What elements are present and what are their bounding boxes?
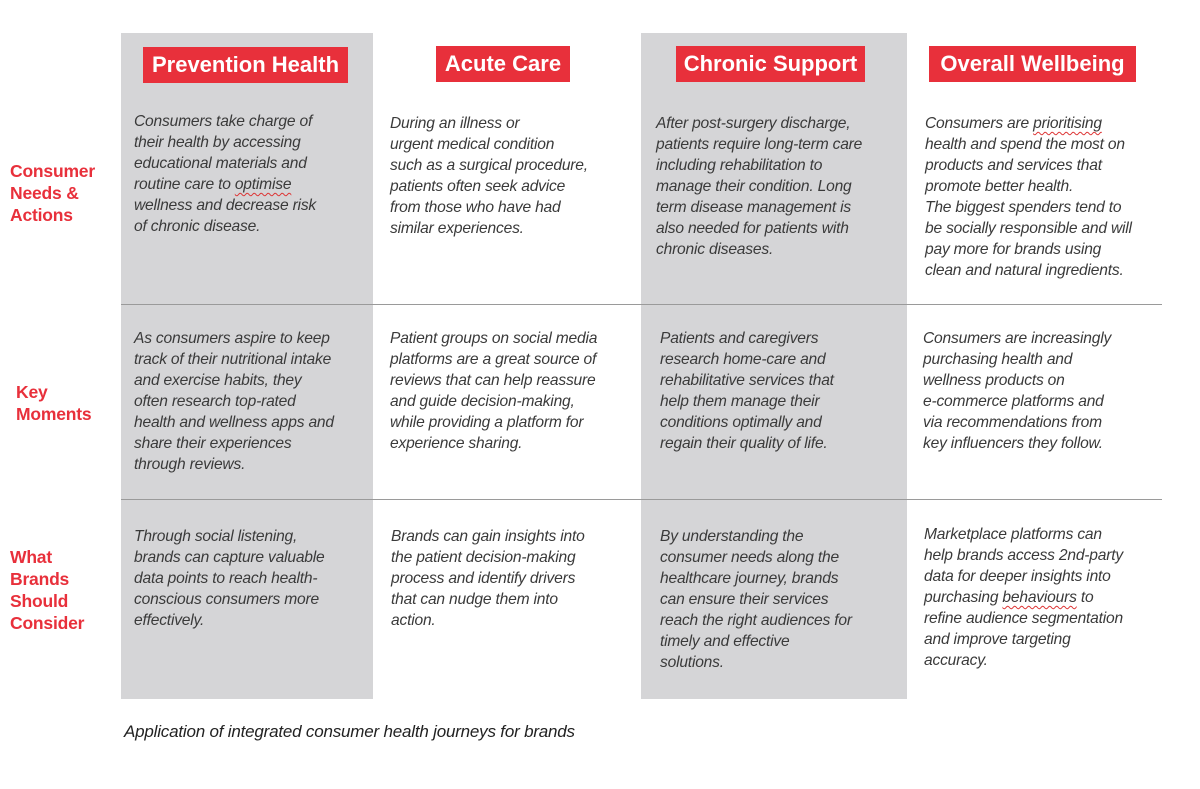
spellcheck-word: prioritising [1033,115,1102,132]
row-label-key-moments: Key Moments [16,382,92,424]
cell-acute-brands: Brands can gain insights into the patient decision-making process and identify drivers that can nudge them into action. [391,528,585,629]
cell-wellbeing-moments: Consumers are increasingly purchasing health and wellness products on e-commerce platforms and via recommendations from key influencers they follow. [923,330,1112,452]
row-label-what-brands-should-consider: What Brands Should Consider [10,547,85,633]
cell-acute-needs: During an illness or urgent medical condition such as a surgical procedure, patients often seek advice from those who have had similar experiences. [390,115,588,237]
row-divider [121,499,1162,500]
spellcheck-word: optimise [234,176,292,193]
cell-prevention-needs: Consumers take charge of their health by accessing educational materials and routine care to optimise wellness and decrease risk of chronic disease. [134,113,317,235]
spellcheck-word: behaviours [1002,589,1077,606]
cell-chronic-needs: After post-surgery discharge, patients require long-term care including rehabilitation to manage their condition. Long term disease management is also needed for patients with chronic diseases. [656,115,863,258]
header-acute-care: Acute Care [436,46,570,82]
cell-acute-moments: Patient groups on social media platforms are a great source of reviews that can help reassure and guide decision-making, while providing a platform for experience sharing. [390,330,598,452]
cell-wellbeing-brands: Marketplace platforms can help brands access 2nd-party data for deeper insights into purchasing behaviours to refine audience segmentation and improve targeting accuracy. [924,526,1123,669]
cell-wellbeing-needs: Consumers are prioritising health and spend the most on products and services that promote better health. The biggest spenders tend to be socially responsible and will pay more for brands using clean and natural ingredients. [925,115,1132,279]
row-divider [121,304,1162,305]
row-label-consumer-needs: Consumer Needs & Actions [10,161,95,225]
cell-prevention-moments: As consumers aspire to keep track of their nutritional intake and exercise habits, they often research top-rated health and wellness apps and share their experiences through reviews. [134,330,334,473]
cell-chronic-brands: By understanding the consumer needs along the healthcare journey, brands can ensure their services reach the right audiences for timely and effective solutions. [660,528,852,671]
header-prevention-health: Prevention Health [143,47,348,83]
cell-prevention-brands: Through social listening, brands can capture valuable data points to reach health- conscious consumers more effectively. [134,528,325,629]
header-overall-wellbeing: Overall Wellbeing [929,46,1136,82]
cell-chronic-moments: Patients and caregivers research home-care and rehabilitative services that help them manage their conditions optimally and regain their quality of life. [660,330,834,452]
header-chronic-support: Chronic Support [676,46,865,82]
figure-caption: Application of integrated consumer health journeys for brands [124,722,575,741]
